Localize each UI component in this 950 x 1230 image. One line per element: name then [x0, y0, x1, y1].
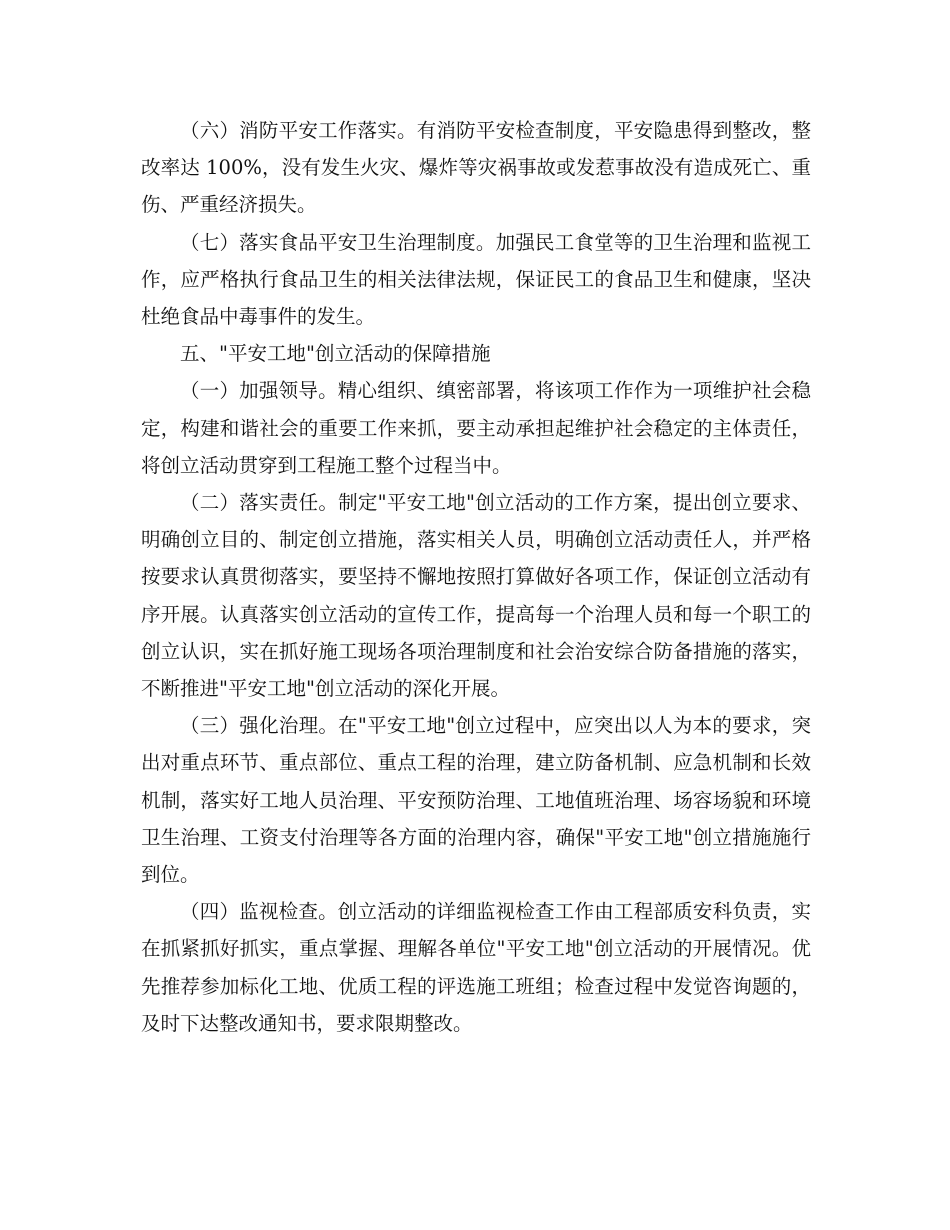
paragraph-management: （三）强化治理。在"平安工地"创立过程中，应突出以人为本的要求，突出对重点环节、重点部位、重点工程的治理，建立防备机制、应急机制和长效机制，落实好工地人员治理、平安预防治理、工地值班治理、场容场貌和环境卫生治理、工资支付治理等各方面的治理内容，确保"平安工地"创立措施施行到位。 [141, 714, 811, 887]
paragraph-fire-safety: （六）消防平安工作落实。有消防平安检查制度，平安隐患得到整改，整改率达 100%，没有发生火灾、爆炸等灾祸事故或发惹事故没有造成死亡、重伤、严重经济损失。 [141, 119, 811, 217]
paragraph-responsibility: （二）落实责任。制定"平安工地"创立活动的工作方案，提出创立要求、明确创立目的、制定创立措施，落实相关人员，明确创立活动责任人，并严格按要求认真贯彻落实，要坚持不懈地按照打算做好各项工作，保证创立活动有序开展。认真落实创立活动的宣传工作，提高每一个治理人员和每一个职工的创立认识，实在抓好施工现场各项治理制度和社会治安综合防备措施的落实，不断推进"平安工地"创立活动的深化开展。 [141, 491, 811, 701]
paragraph-inspection: （四）监视检查。创立活动的详细监视检查工作由工程部质安科负责，实在抓紧抓好抓实，重点掌握、理解各单位"平安工地"创立活动的开展情况。优先推荐参加标化工地、优质工程的评选施工班组；检查过程中发觉咨询题的，及时下达整改通知书，要求限期整改。 [141, 900, 811, 1035]
document-page [141, 112, 811, 1042]
section-heading-safeguards: 五、"平安工地"创立活动的保障措施 [180, 342, 491, 366]
paragraph-food-safety: （七）落实食品平安卫生治理制度。加强民工食堂等的卫生治理和监视工作，应严格执行食品卫生的相关法律法规，保证民工的食品卫生和健康，坚决杜绝食品中毒事件的发生。 [141, 230, 811, 329]
paragraph-leadership: （一）加强领导。精心组织、缜密部署，将该项工作作为一项维护社会稳定，构建和谐社会的重要工作来抓，要主动承担起维护社会稳定的主体责任，将创立活动贯穿到工程施工整个过程当中。 [141, 379, 811, 477]
